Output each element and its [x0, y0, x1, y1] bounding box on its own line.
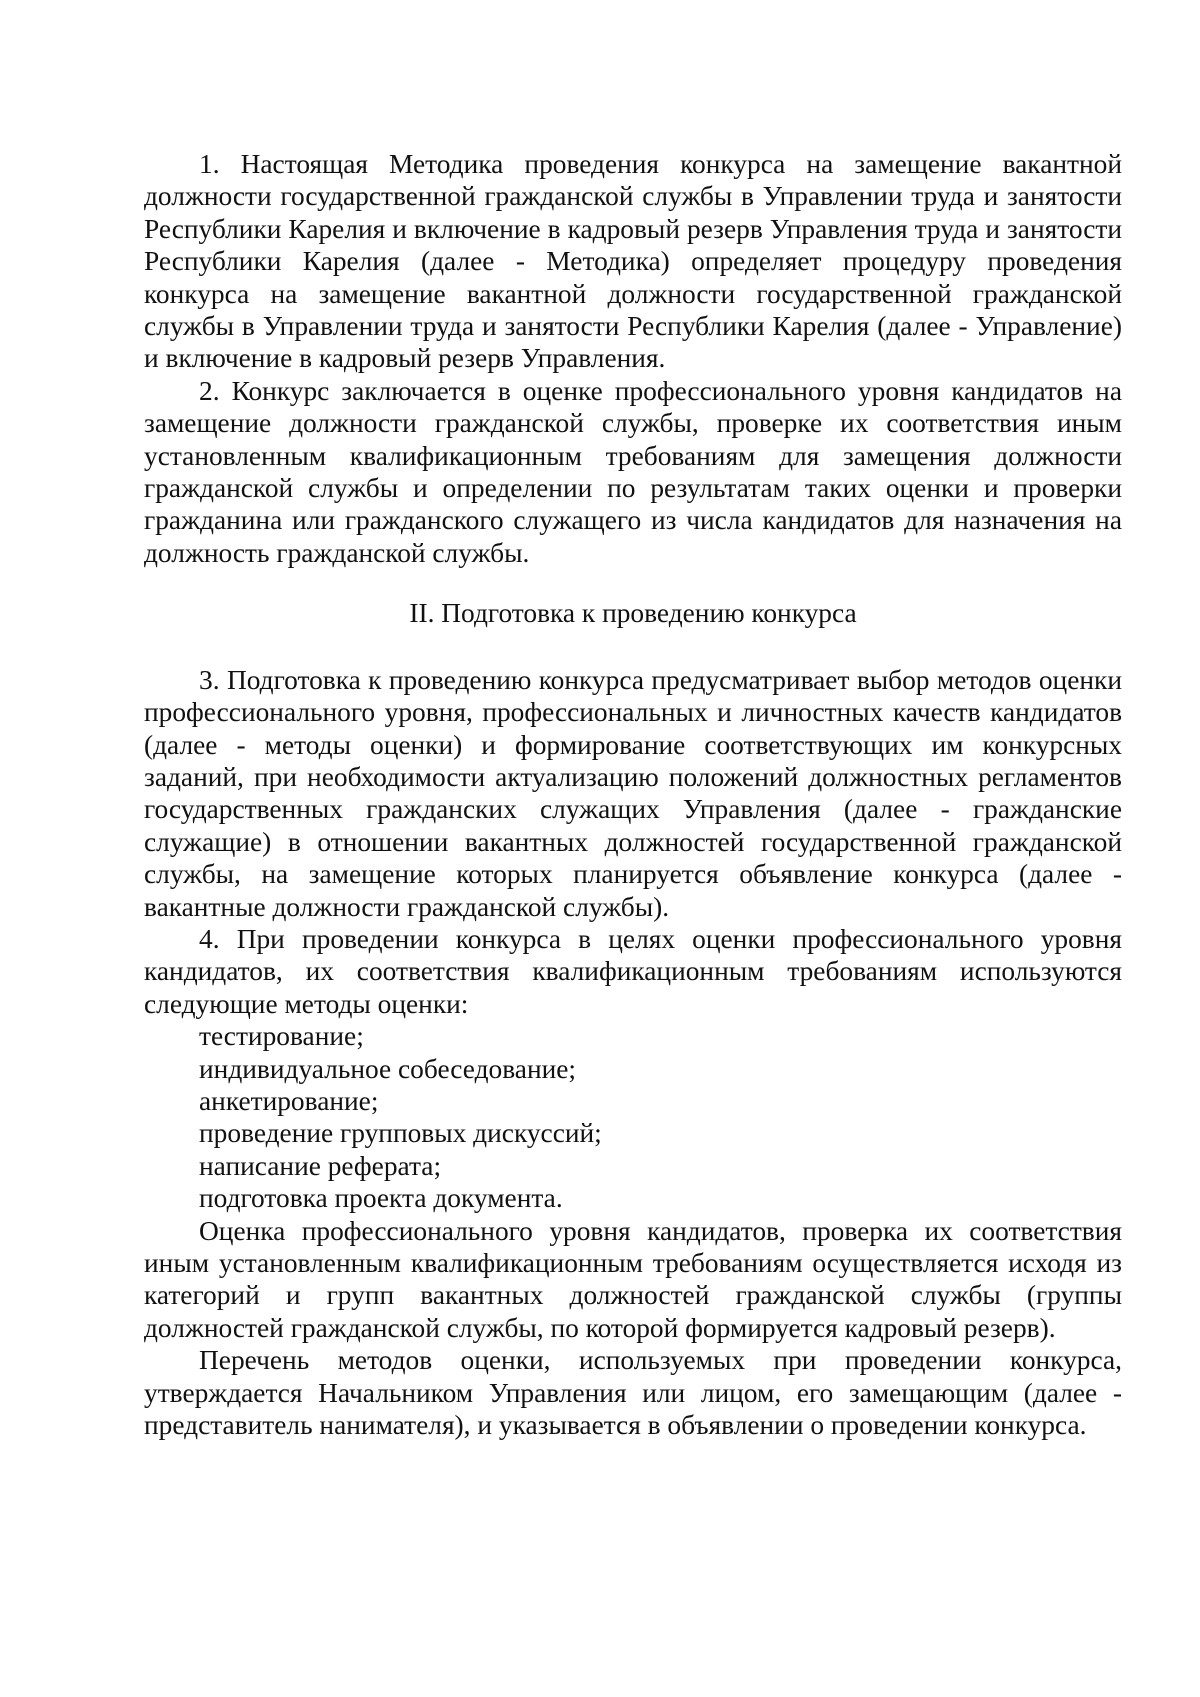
paragraph-4: 4. При проведении конкурса в целях оценки профессионального уровня кандидатов, их соответствия квалификационным требованиям используются следующие методы оценки: [144, 923, 1122, 1019]
methods-list-item: тестирование; [199, 1021, 364, 1052]
methods-list-item: анкетирование; [199, 1085, 379, 1116]
paragraph-methods-approval: Перечень методов оценки, используемых при проведении конкурса, утверждается Начальником Управления или лицом, его замещающим (далее - представитель нанимателя), и указывается в объявлении о проведении конкурса. [144, 1345, 1122, 1441]
section-heading: II. Подготовка к проведению конкурса [409, 598, 857, 629]
methods-list-item: проведение групповых дискуссий; [199, 1118, 602, 1149]
paragraph-3: 3. Подготовка к проведению конкурса предусматривает выбор методов оценки профессионального уровня, профессиональных и личностных качеств кандидатов (далее - методы оценки) и формирование соответствующих им конкурсных заданий, при необходимости актуализацию положений должностных регламентов государственных гражданских служащих Управления (далее - гражданские служащие) в отношении вакантных должностей государственной гражданской службы, на замещение которых планируется объявление конкурса (далее - вакантные должности гражданской службы). [144, 664, 1122, 922]
paragraph-1: 1. Настоящая Методика проведения конкурса на замещение вакантной должности государственной гражданской службы в Управлении труда и занятости Республики Карелия и включение в кадровый резерв Управления труда и занятости Республики Карелия (далее - Методика) определяет процедуру проведения конкурса на замещение вакантной должности государственной гражданской службы в Управлении труда и занятости Республики Карелия (далее - Управление) и включение в кадровый резерв Управления. [144, 149, 1122, 374]
paragraph-assessment: Оценка профессионального уровня кандидатов, проверка их соответствия иным установленным квалификационным требованиям осуществляется исходя из категорий и групп вакантных должностей гражданской службы (группы должностей гражданской службы, по которой формируется кадровый резерв). [144, 1215, 1122, 1343]
methods-list [144, 1020, 1122, 1214]
document-page [144, 148, 1122, 1441]
methods-list-item: индивидуальное собеседование; [199, 1053, 577, 1084]
paragraph-2: 2. Конкурс заключается в оценке профессионального уровня кандидатов на замещение должности гражданской службы, проверке их соответствия иным установленным квалификационным требованиям для замещения должности гражданской службы и определении по результатам таких оценки и проверки гражданина или гражданского служащего из числа кандидатов для назначения на должность гражданской службы. [144, 375, 1122, 568]
methods-list-item: написание реферата; [199, 1150, 442, 1181]
methods-list-item: подготовка проекта документа. [199, 1183, 563, 1214]
